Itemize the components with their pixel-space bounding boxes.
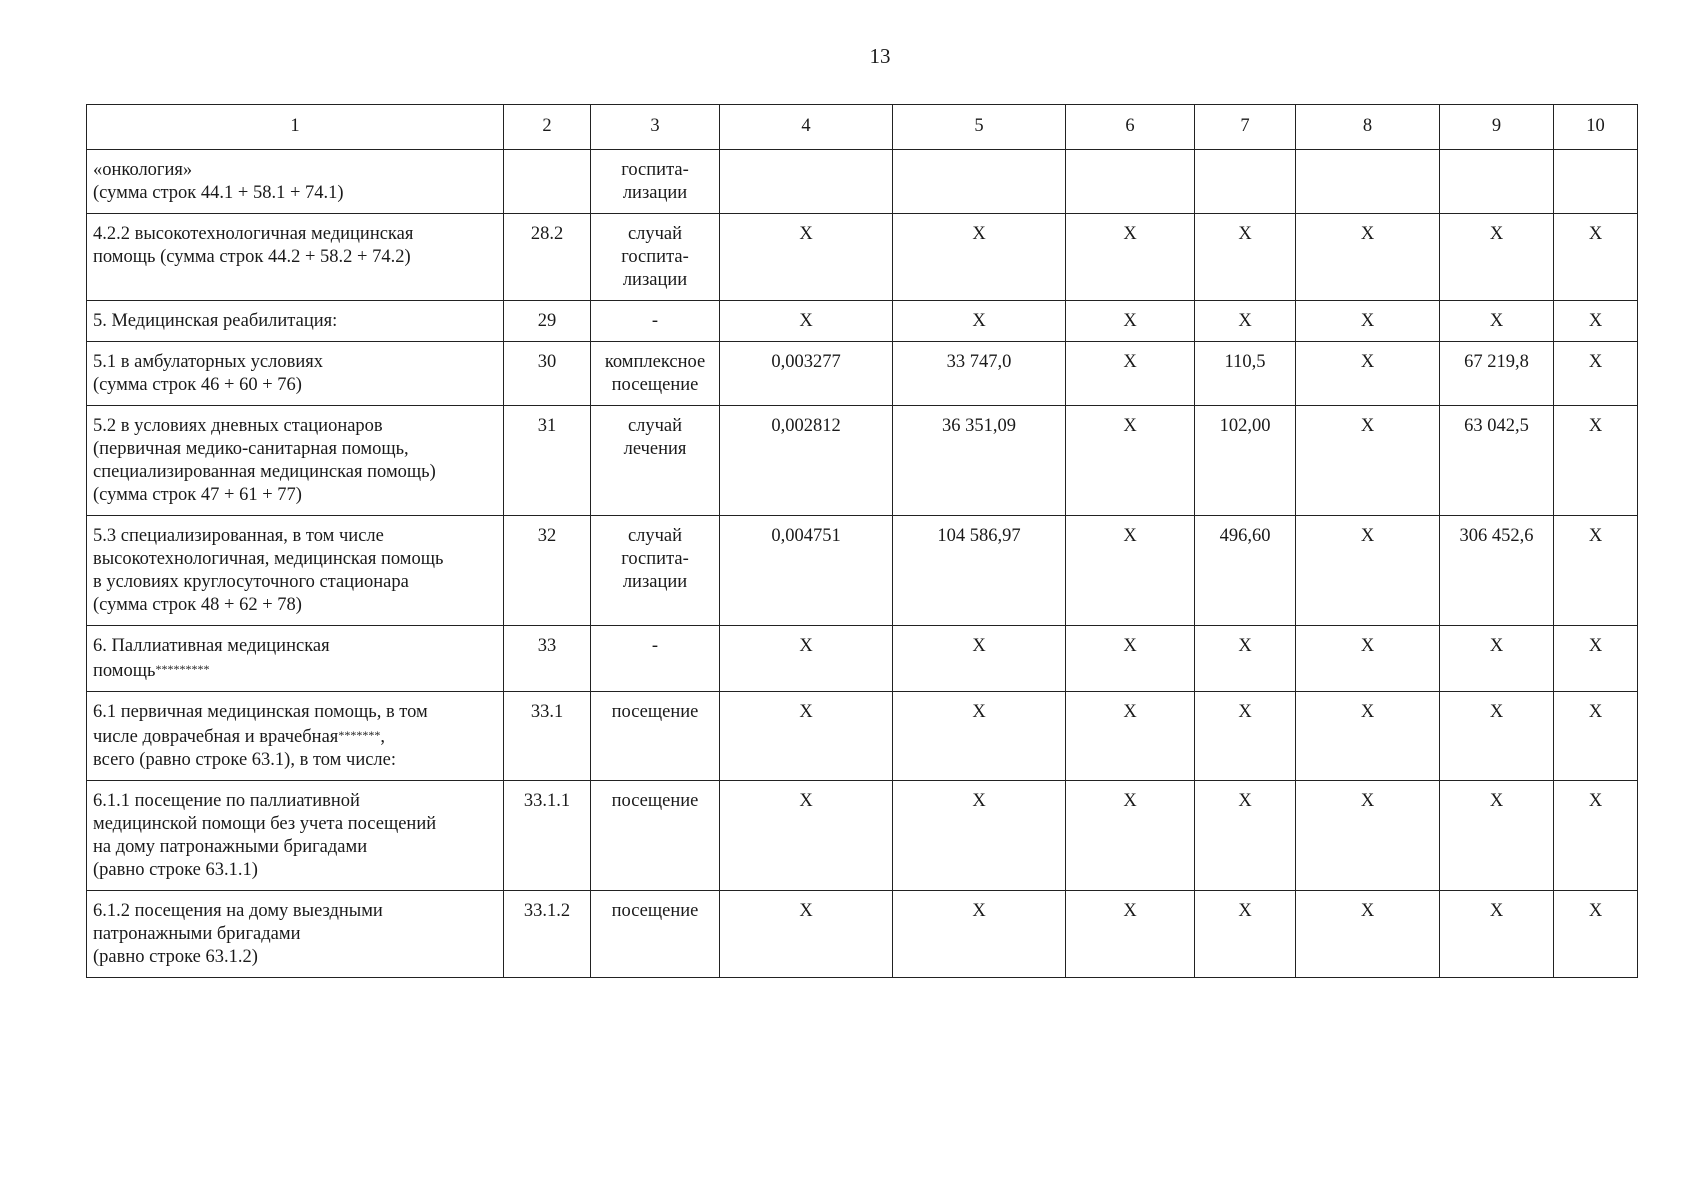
table-row — [87, 692, 1638, 781]
cell-col-9: X — [1440, 301, 1554, 342]
cell-col-5 — [893, 150, 1066, 214]
row-unit-line: случай — [627, 416, 683, 436]
header-col-10: 10 — [1554, 105, 1638, 150]
cell-col-4: 0,002812 — [720, 406, 893, 516]
cell-col-7: 496,60 — [1195, 516, 1296, 626]
table-row — [87, 301, 1638, 342]
row-name-line: (равно строке 63.1.1) — [93, 860, 258, 880]
cell-col-9: 63 042,5 — [1440, 406, 1554, 516]
header-col-7: 7 — [1195, 105, 1296, 150]
row-name — [87, 214, 504, 301]
cell-col-6: X — [1066, 301, 1195, 342]
cell-col-5: X — [893, 626, 1066, 692]
cell-col-4: X — [720, 781, 893, 891]
footnote-marker: ******* — [338, 728, 381, 742]
row-name-line: (сумма строк 44.1 + 58.1 + 74.1) — [93, 183, 344, 203]
cell-col-10: X — [1554, 516, 1638, 626]
header-col-4: 4 — [720, 105, 893, 150]
row-name-line: в условиях круглосуточного стационара — [93, 572, 409, 592]
cell-col-8: X — [1296, 626, 1440, 692]
cell-col-7: X — [1195, 626, 1296, 692]
cell-col-5: 36 351,09 — [893, 406, 1066, 516]
row-name-line: 5.2 в условиях дневных стационаров — [93, 416, 383, 436]
row-unit-line: посещение — [611, 791, 699, 811]
cell-col-10 — [1554, 150, 1638, 214]
cell-col-9: X — [1440, 626, 1554, 692]
row-name-text: , — [380, 727, 385, 747]
cell-col-5: 33 747,0 — [893, 342, 1066, 406]
header-col-1: 1 — [87, 105, 504, 150]
row-name-line: (первичная медико-санитарная помощь, — [93, 439, 409, 459]
cell-col-4: 0,003277 — [720, 342, 893, 406]
row-name — [87, 692, 504, 781]
row-unit — [591, 781, 720, 891]
cell-col-4: X — [720, 301, 893, 342]
row-unit-line: комплексное — [604, 352, 706, 372]
cell-col-9: 67 219,8 — [1440, 342, 1554, 406]
cell-col-8: X — [1296, 891, 1440, 978]
cell-col-10: X — [1554, 891, 1638, 978]
row-name-line: 5.3 специализированная, в том числе — [93, 526, 384, 546]
cell-col-4: X — [720, 626, 893, 692]
cell-col-4: X — [720, 891, 893, 978]
table-row — [87, 150, 1638, 214]
cell-col-7: X — [1195, 781, 1296, 891]
row-number: 33.1.1 — [504, 781, 591, 891]
row-name-line: «онкология» — [93, 160, 193, 180]
cell-col-5: X — [893, 214, 1066, 301]
cell-col-8: X — [1296, 301, 1440, 342]
row-number: 28.2 — [504, 214, 591, 301]
cell-col-4 — [720, 150, 893, 214]
row-name-line: 5. Медицинская реабилитация: — [93, 311, 338, 331]
cell-col-7: X — [1195, 301, 1296, 342]
row-unit-line: госпита- — [621, 160, 689, 180]
cell-col-8: X — [1296, 516, 1440, 626]
row-unit-line: посещение — [611, 702, 699, 722]
data-table — [86, 104, 1638, 978]
row-name-line: медицинской помощи без учета посещений — [93, 814, 437, 834]
row-name-line: 5.1 в амбулаторных условиях — [93, 352, 324, 372]
cell-col-4: 0,004751 — [720, 516, 893, 626]
row-name-line: (сумма строк 46 + 60 + 76) — [93, 375, 302, 395]
row-name-line: 6.1.2 посещения на дому выездными — [93, 901, 383, 921]
header-col-6: 6 — [1066, 105, 1195, 150]
row-name-line — [93, 724, 497, 749]
cell-col-6: X — [1066, 692, 1195, 781]
row-name-line: специализированная медицинская помощь) — [93, 462, 436, 482]
cell-col-6: X — [1066, 406, 1195, 516]
page-number: 13 — [869, 44, 891, 68]
cell-col-7: X — [1195, 214, 1296, 301]
row-name — [87, 301, 504, 342]
cell-col-4: X — [720, 214, 893, 301]
cell-col-10: X — [1554, 301, 1638, 342]
row-number: 33.1.2 — [504, 891, 591, 978]
row-unit — [591, 406, 720, 516]
table-row — [87, 891, 1638, 978]
row-number: 33 — [504, 626, 591, 692]
header-col-9: 9 — [1440, 105, 1554, 150]
header-col-2: 2 — [504, 105, 591, 150]
cell-col-7 — [1195, 150, 1296, 214]
row-unit-line: - — [651, 311, 659, 331]
row-unit-line: лечения — [623, 439, 687, 459]
row-number — [504, 150, 591, 214]
row-name-line: (сумма строк 48 + 62 + 78) — [93, 595, 302, 615]
cell-col-8: X — [1296, 342, 1440, 406]
cell-col-6: X — [1066, 516, 1195, 626]
cell-col-6: X — [1066, 781, 1195, 891]
row-name-line: высокотехнологичная, медицинская помощь — [93, 549, 444, 569]
cell-col-6: X — [1066, 342, 1195, 406]
row-unit — [591, 342, 720, 406]
row-unit-line: лизации — [622, 183, 688, 203]
cell-col-5: X — [893, 891, 1066, 978]
cell-col-9: X — [1440, 214, 1554, 301]
row-name — [87, 626, 504, 692]
cell-col-10: X — [1554, 342, 1638, 406]
row-name — [87, 406, 504, 516]
cell-col-8: X — [1296, 406, 1440, 516]
header-col-3: 3 — [591, 105, 720, 150]
row-unit — [591, 150, 720, 214]
cell-col-8: X — [1296, 214, 1440, 301]
row-name-line: (сумма строк 47 + 61 + 77) — [93, 485, 302, 505]
row-number: 30 — [504, 342, 591, 406]
row-unit — [591, 692, 720, 781]
cell-col-6: X — [1066, 891, 1195, 978]
table-row — [87, 406, 1638, 516]
cell-col-6 — [1066, 150, 1195, 214]
cell-col-6: X — [1066, 214, 1195, 301]
row-name-text: помощь — [93, 661, 156, 681]
cell-col-8: X — [1296, 781, 1440, 891]
cell-col-10: X — [1554, 626, 1638, 692]
row-name-text: числе доврачебная и врачебная — [93, 727, 339, 747]
cell-col-5: X — [893, 301, 1066, 342]
row-unit — [591, 214, 720, 301]
cell-col-4: X — [720, 692, 893, 781]
cell-col-8 — [1296, 150, 1440, 214]
header-row — [87, 105, 1638, 150]
header-col-8: 8 — [1296, 105, 1440, 150]
row-name-line: на дому патронажными бригадами — [93, 837, 368, 857]
table-row — [87, 626, 1638, 692]
table-row — [87, 516, 1638, 626]
row-name — [87, 342, 504, 406]
row-unit-line: лизации — [622, 572, 688, 592]
row-name-line: 6.1.1 посещение по паллиативной — [93, 791, 360, 811]
row-unit — [591, 626, 720, 692]
cell-col-5: 104 586,97 — [893, 516, 1066, 626]
cell-col-9: X — [1440, 692, 1554, 781]
row-unit-line: случай — [627, 526, 683, 546]
cell-col-9 — [1440, 150, 1554, 214]
row-name — [87, 516, 504, 626]
cell-col-5: X — [893, 781, 1066, 891]
cell-col-9: X — [1440, 891, 1554, 978]
table-row — [87, 214, 1638, 301]
table-row — [87, 781, 1638, 891]
row-name-line: 6.1 первичная медицинская помощь, в том — [93, 702, 428, 722]
row-unit-line: лизации — [622, 270, 688, 290]
row-name-line: 6. Паллиативная медицинская — [93, 636, 330, 656]
footnote-marker: ********* — [155, 662, 210, 676]
row-name — [87, 781, 504, 891]
row-unit-line: госпита- — [621, 549, 689, 569]
row-name-line: всего (равно строке 63.1), в том числе: — [93, 750, 397, 770]
header-col-5: 5 — [893, 105, 1066, 150]
cell-col-6: X — [1066, 626, 1195, 692]
cell-col-5: X — [893, 692, 1066, 781]
row-name-line: патронажными бригадами — [93, 924, 301, 944]
row-unit-line: случай — [627, 224, 683, 244]
cell-col-7: 102,00 — [1195, 406, 1296, 516]
row-unit-line: посещение — [611, 375, 699, 395]
cell-col-10: X — [1554, 214, 1638, 301]
row-number: 33.1 — [504, 692, 591, 781]
row-unit — [591, 301, 720, 342]
row-number: 29 — [504, 301, 591, 342]
cell-col-10: X — [1554, 781, 1638, 891]
row-name-line: (равно строке 63.1.2) — [93, 947, 258, 967]
row-unit-line: - — [651, 636, 659, 656]
cell-col-9: 306 452,6 — [1440, 516, 1554, 626]
row-number: 32 — [504, 516, 591, 626]
cell-col-10: X — [1554, 692, 1638, 781]
cell-col-7: X — [1195, 891, 1296, 978]
row-unit — [591, 891, 720, 978]
row-name-line: помощь (сумма строк 44.2 + 58.2 + 74.2) — [93, 247, 411, 267]
table-row — [87, 342, 1638, 406]
row-unit-line: госпита- — [621, 247, 689, 267]
row-unit-line: посещение — [611, 901, 699, 921]
cell-col-7: X — [1195, 692, 1296, 781]
row-name-line: 4.2.2 высокотехнологичная медицинская — [93, 224, 414, 244]
row-name-line — [93, 658, 497, 683]
row-number: 31 — [504, 406, 591, 516]
row-name — [87, 150, 504, 214]
cell-col-8: X — [1296, 692, 1440, 781]
row-name — [87, 891, 504, 978]
cell-col-10: X — [1554, 406, 1638, 516]
row-unit — [591, 516, 720, 626]
cell-col-7: 110,5 — [1195, 342, 1296, 406]
cell-col-9: X — [1440, 781, 1554, 891]
